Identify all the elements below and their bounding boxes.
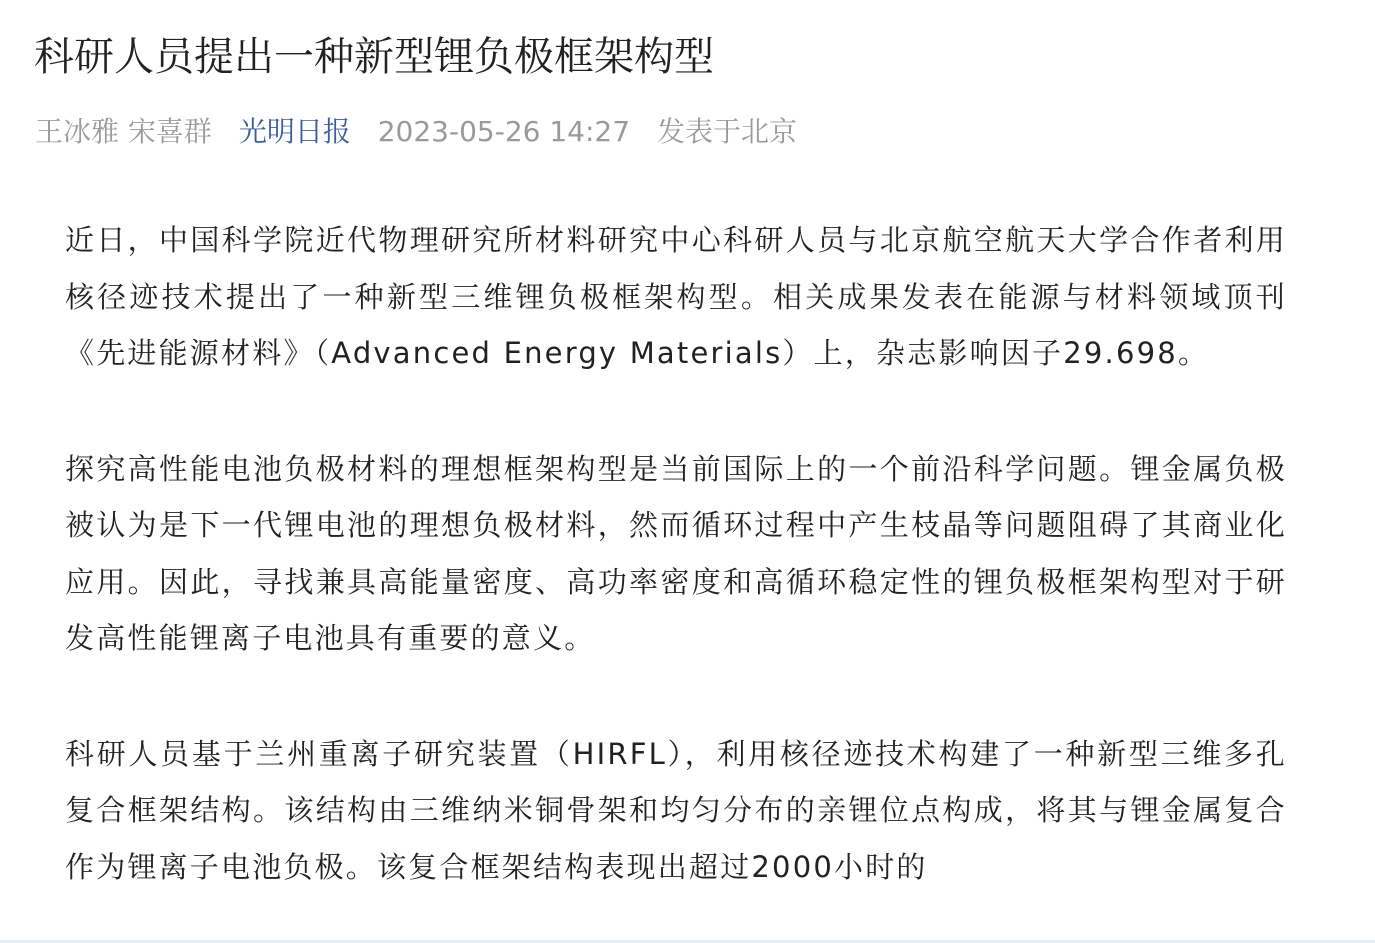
article-authors: 王冰雅 宋喜群 bbox=[35, 115, 212, 148]
article-paragraph: 科研人员基于兰州重离子研究装置（HIRFL），利用核径迹技术构建了一种新型三维多孔复合框架结构。该结构由三维纳米铜骨架和均匀分布的亲锂位点构成，将其与锂金属复合作为锂离子电池负极。该复合框架结构表现出超过2000小时的 bbox=[65, 736, 1287, 884]
article-paragraph: 探究高性能电池负极材料的理想框架构型是当前国际上的一个前沿科学问题。锂金属负极被认为是下一代锂电池的理想负极材料，然而循环过程中产生枝晶等问题阻碍了其商业化应用。因此，寻找兼具高能量密度、高功率密度和高循环稳定性的锂负极框架构型对于研发高性能锂离子电池具有重要的意义。 bbox=[65, 451, 1287, 655]
article-source-link[interactable]: 光明日报 bbox=[238, 115, 351, 148]
article-paragraph: 近日，中国科学院近代物理研究所材料研究中心科研人员与北京航空航天大学合作者利用核径迹技术提出了一种新型三维锂负极框架构型。相关成果发表在能源与材料领域顶刊《先进能源材料》（Advanced Energy Materials）上，杂志影响因子29.698。 bbox=[65, 223, 1287, 370]
article-location: 发表于北京 bbox=[656, 115, 797, 148]
article-datetime: 2023-05-26 14:27 bbox=[377, 115, 631, 148]
article-meta bbox=[35, 113, 815, 151]
article-body bbox=[65, 212, 1287, 943]
article-title: 科研人员提出一种新型锂负极框架构型 bbox=[34, 34, 714, 80]
